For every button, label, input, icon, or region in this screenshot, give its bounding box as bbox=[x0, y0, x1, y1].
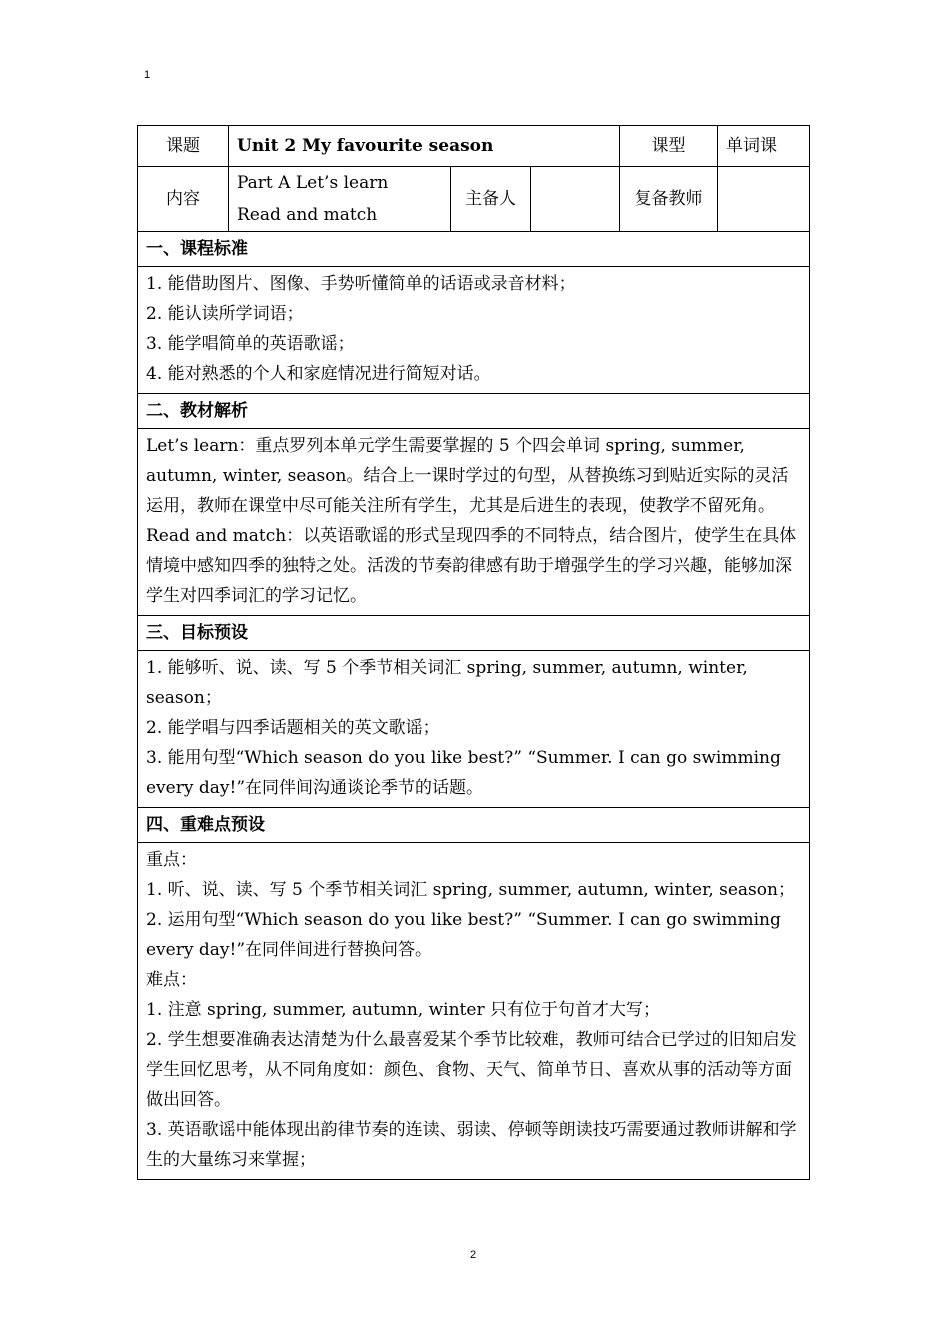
content-line-1: Part A Let’s learn bbox=[237, 173, 389, 193]
section-body bbox=[138, 843, 810, 1180]
section-objectives-title-row bbox=[138, 616, 810, 651]
topic-value: Unit 2 My favourite season bbox=[229, 126, 620, 167]
paragraph: Let’s learn：重点罗列本单元学生需要掌握的 5 个四会单词 spring, summer, autumn, winter, season。结合上一课时学过的句型，从替换练习到贴近实际的灵活运用，教师在课堂中尽可能关注所有学生，尤其是后进生的表现，使教学不留死角。 bbox=[146, 436, 789, 516]
header-row-content bbox=[138, 167, 810, 232]
list-item: 2. 学生想要准确表达清楚为什么最喜爱某个季节比较难，教师可结合已学过的旧知启发学生回忆思考，从不同角度如：颜色、食物、天气、简单节日、喜欢从事的活动等方面做出回答。 bbox=[146, 1030, 797, 1110]
list-item: 3. 英语歌谣中能体现出韵律节奏的连读、弱读、停顿等朗读技巧需要通过教师讲解和学生的大量练习来掌握； bbox=[146, 1120, 797, 1170]
type-value: 单词课 bbox=[718, 126, 810, 167]
section-keypoints-title-row bbox=[138, 808, 810, 843]
section-body bbox=[138, 429, 810, 616]
page-number-bottom: 2 bbox=[470, 1249, 477, 1261]
list-item: 2. 能学唱与四季话题相关的英文歌谣； bbox=[146, 718, 440, 738]
section-objectives-body-row bbox=[138, 651, 810, 808]
section-title: 三、目标预设 bbox=[138, 616, 810, 651]
section-body bbox=[138, 267, 810, 394]
content-line-2: Read and match bbox=[237, 205, 378, 225]
list-item: 3. 能学唱简单的英语歌谣； bbox=[146, 334, 355, 354]
section-title: 二、教材解析 bbox=[138, 394, 810, 429]
preparer-label: 主备人 bbox=[451, 167, 531, 232]
type-label: 课型 bbox=[620, 126, 718, 167]
section-analysis-body-row bbox=[138, 429, 810, 616]
lesson-plan-table bbox=[137, 125, 810, 1180]
key-label: 重点： bbox=[146, 850, 197, 870]
co-teacher-label: 复备教师 bbox=[620, 167, 718, 232]
list-item: 1. 听、说、读、写 5 个季节相关词汇 spring, summer, autumn, winter, season； bbox=[146, 880, 795, 900]
content-value bbox=[229, 167, 451, 232]
section-keypoints-body-row bbox=[138, 843, 810, 1180]
list-item: 2. 运用句型“Which season do you like best?” “Summer. I can go swimming every day!”在同伴间进行替换问答。 bbox=[146, 910, 781, 960]
section-title: 一、课程标准 bbox=[138, 232, 810, 267]
section-standards-body-row bbox=[138, 267, 810, 394]
list-item: 1. 能够听、说、读、写 5 个季节相关词汇 spring, summer, autumn, winter, season； bbox=[146, 658, 748, 708]
header-row-topic bbox=[138, 126, 810, 167]
preparer-value bbox=[531, 167, 620, 232]
content-label: 内容 bbox=[138, 167, 229, 232]
section-analysis-title-row bbox=[138, 394, 810, 429]
difficult-label: 难点： bbox=[146, 970, 197, 990]
list-item: 1. 能借助图片、图像、手势听懂简单的话语或录音材料； bbox=[146, 274, 576, 294]
list-item: 3. 能用句型“Which season do you like best?” “Summer. I can go swimming every day!”在同伴间沟通谈论季节的话题。 bbox=[146, 748, 781, 798]
list-item: 1. 注意 spring, summer, autumn, winter 只有位于句首才大写； bbox=[146, 1000, 660, 1020]
paragraph: Read and match：以英语歌谣的形式呈现四季的不同特点，结合图片，使学生在具体情境中感知四季的独特之处。活泼的节奏韵律感有助于增强学生的学习兴趣，能够加深学生对四季词汇的学习记忆。 bbox=[146, 526, 797, 606]
list-item: 2. 能认读所学词语； bbox=[146, 304, 304, 324]
topic-label: 课题 bbox=[138, 126, 229, 167]
page-number-top: 1 bbox=[144, 69, 151, 81]
list-item: 4. 能对熟悉的个人和家庭情况进行简短对话。 bbox=[146, 364, 491, 384]
section-body bbox=[138, 651, 810, 808]
co-teacher-value bbox=[718, 167, 810, 232]
section-title: 四、重难点预设 bbox=[138, 808, 810, 843]
section-standards-title-row bbox=[138, 232, 810, 267]
